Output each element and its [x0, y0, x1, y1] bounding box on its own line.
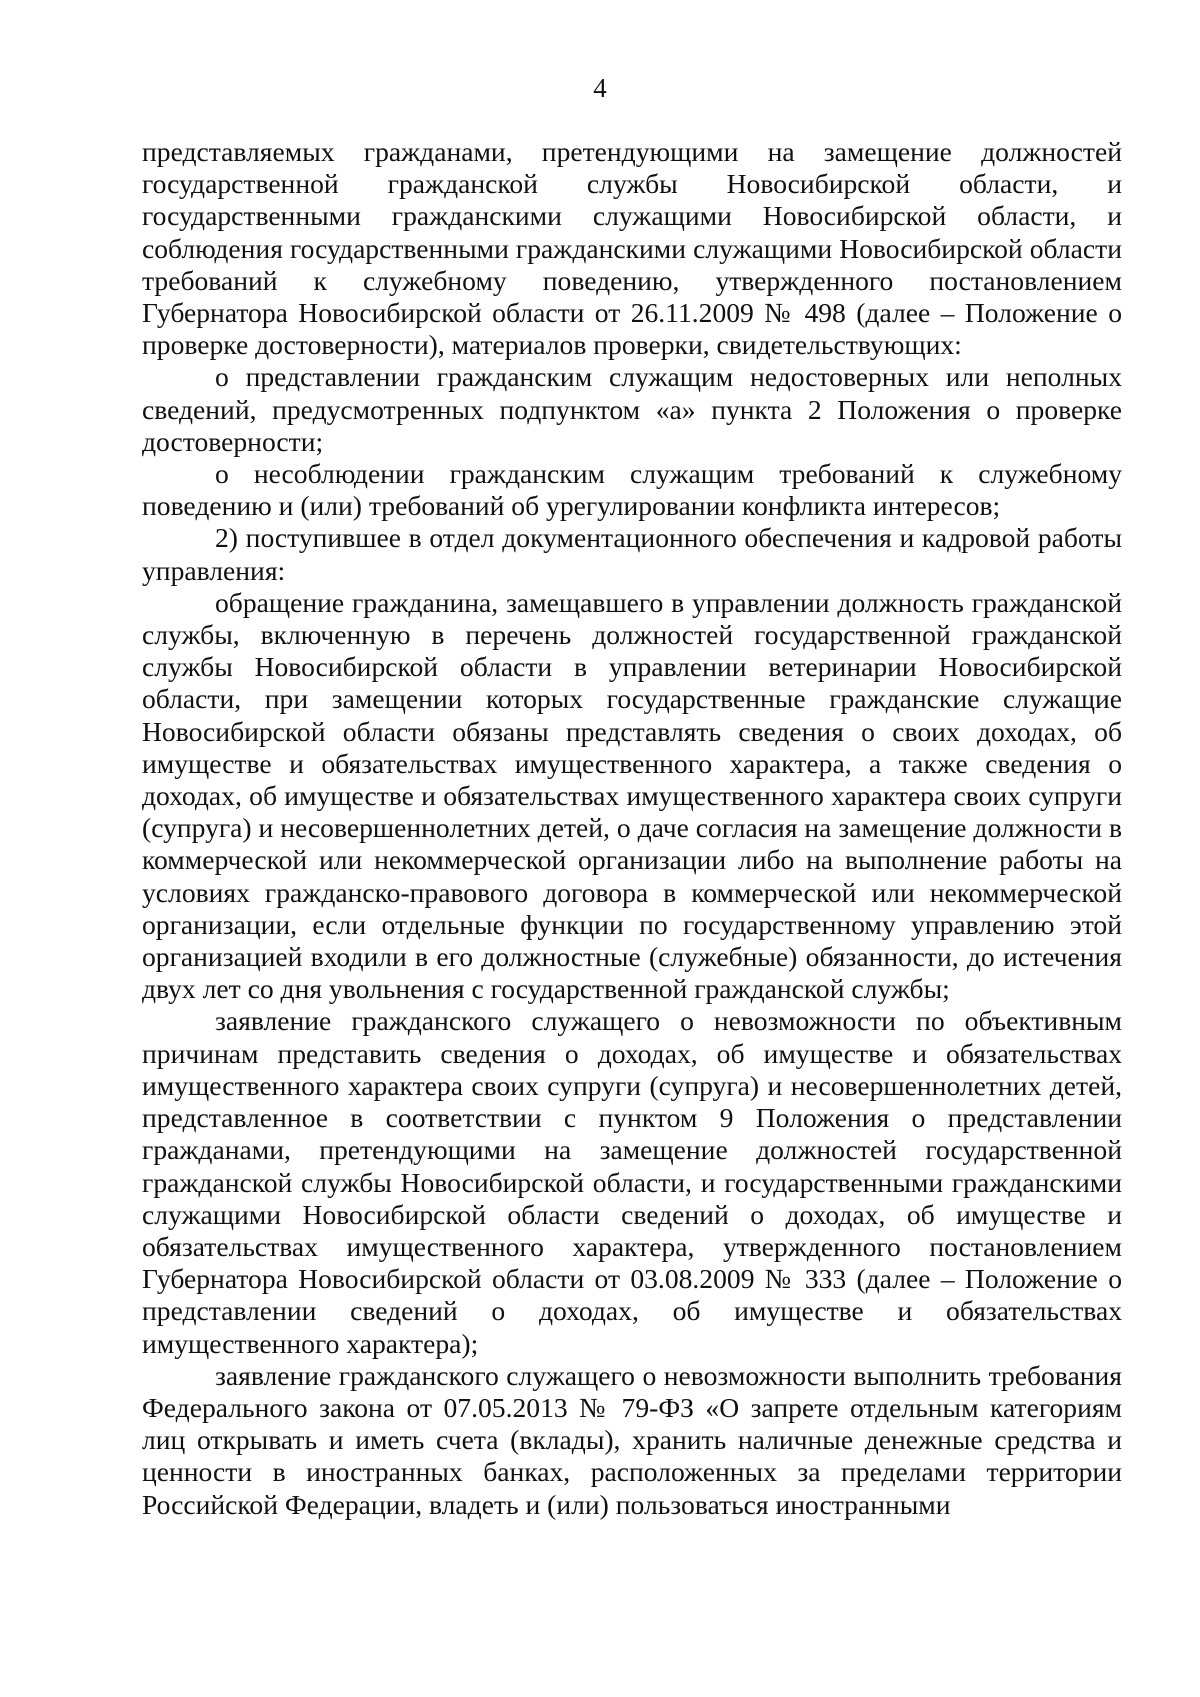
paragraph-income-statement: заявление гражданского служащего о невозможности по объективным причинам представить сведения о доходах, об имуществе и обязательствах имущественного характера своих супруги (супруга) и несовершеннолетних детей, представленное в соответствии с пунктом 9 Положения о представлении гражданами, претендующими на замещение должностей государственной гражданской службы Новосибирской области, и государственными гражданскими служащими Новосибирской области сведений о доходах, об имуществе и обязательствах имущественного характера, утвержденного постановлением Губернатора Новосибирской области от 03.08.2009 № 333 (далее – Положение о представлении сведений о доходах, об имуществе и обязательствах имущественного характера);	[142, 1005, 1122, 1359]
document-body	[142, 136, 1122, 1521]
page-number: 4	[593, 73, 607, 103]
paragraph-false-information: о представлении гражданским служащим недостоверных или неполных сведений, предусмотренных подпунктом «а» пункта 2 Положения о проверке достоверности;	[142, 361, 1122, 457]
paragraph-citizen-appeal: обращение гражданина, замещавшего в управлении должность гражданской службы, включенную в перечень должностей государственной гражданской службы Новосибирской области в управлении ветеринарии Новосибирской области, при замещении которых государственные гражданские служащие Новосибирской области обязаны представлять сведения о своих доходах, об имуществе и обязательствах имущественного характера, а также сведения о доходах, об имуществе и обязательствах имущественного характера своих супруги (супруга) и несовершеннолетних детей, о даче согласия на замещение должности в коммерческой или некоммерческой организации либо на выполнение работы на условиях гражданско-правового договора в коммерческой или некоммерческой организации, если отдельные функции по государственному управлению этой организацией входили в его должностные (служебные) обязанности, до истечения двух лет со дня увольнения с государственной гражданской службы;	[142, 586, 1122, 1005]
paragraph-continuation: представляемых гражданами, претендующими на замещение должностей государственной гражданской службы Новосибирской области, и государственными гражданскими служащими Новосибирской области, и соблюдения государственными гражданскими служащими Новосибирской области требований к служебному поведению, утвержденного постановлением Губернатора Новосибирской области от 26.11.2009 № 498 (далее – Положение о проверке достоверности), материалов проверки, свидетельствующих:	[142, 136, 1122, 361]
paragraph-item-2: 2) поступившее в отдел документационного обеспечения и кадровой работы управления:	[142, 522, 1122, 586]
paragraph-non-compliance: о несоблюдении гражданским служащим требований к служебному поведению и (или) требований об урегулировании конфликта интересов;	[142, 458, 1122, 522]
paragraph-federal-law: заявление гражданского служащего о невозможности выполнить требования Федерального закона от 07.05.2013 № 79-ФЗ «О запрете отдельным категориям лиц открывать и иметь счета (вклады), хранить наличные денежные средства и ценности в иностранных банках, расположенных за пределами территории Российской Федерации, владеть и (или) пользоваться иностранными	[142, 1359, 1122, 1520]
